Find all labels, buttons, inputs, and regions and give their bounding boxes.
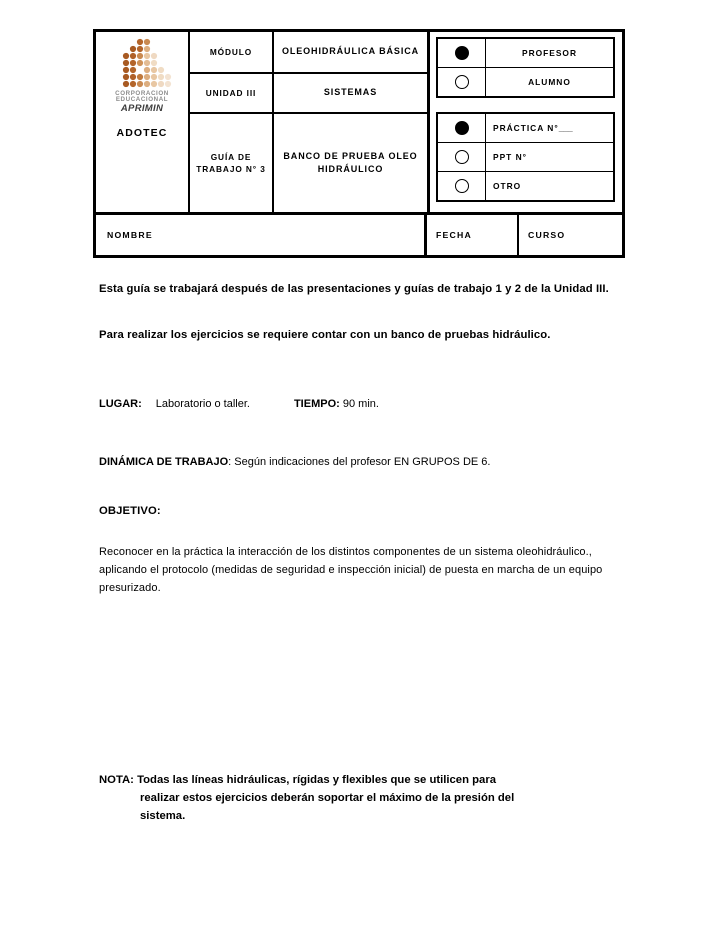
radio-empty-icon[interactable] bbox=[455, 179, 469, 193]
header-top-section bbox=[96, 32, 622, 212]
option-profesor[interactable] bbox=[438, 39, 613, 68]
objetivo-heading: OBJETIVO: bbox=[99, 505, 161, 517]
profesor-label-cell bbox=[486, 39, 613, 67]
modulo-label: MÓDULO bbox=[209, 46, 253, 57]
table-row-unidad bbox=[190, 74, 427, 114]
modulo-label-cell bbox=[190, 32, 274, 72]
guia-label-cell bbox=[190, 114, 274, 212]
nota-label: NOTA: bbox=[99, 774, 134, 786]
logo-cell bbox=[96, 32, 190, 212]
table-row-modulo bbox=[190, 32, 427, 74]
dinamica-label: DINÁMICA DE TRABAJO bbox=[99, 456, 229, 468]
practica-blank: ___ bbox=[558, 123, 573, 133]
curso-field[interactable] bbox=[519, 215, 622, 255]
radio-filled-icon[interactable] bbox=[455, 121, 469, 135]
fecha-field[interactable] bbox=[427, 215, 519, 255]
practica-label: PRÁCTICA N° bbox=[493, 123, 559, 133]
radio-filled-icon[interactable] bbox=[455, 46, 469, 60]
nombre-field[interactable] bbox=[96, 215, 427, 255]
doctype-selection-group bbox=[436, 112, 615, 202]
nota-block bbox=[99, 772, 619, 826]
unidad-label-cell bbox=[190, 74, 274, 112]
unidad-value: SISTEMAS bbox=[323, 87, 378, 98]
alumno-label: ALUMNO bbox=[528, 77, 571, 87]
tiempo-value: 90 min. bbox=[342, 398, 379, 410]
logo-line-aprimin: APRIMIN bbox=[120, 103, 164, 115]
option-ppt[interactable] bbox=[438, 143, 613, 172]
nombre-label: NOMBRE bbox=[107, 230, 153, 240]
guia-value: BANCO DE PRUEBA OLEO HIDRÁULICO bbox=[283, 150, 418, 174]
objetivo-text: Reconocer en la práctica la interacción de los distintos componentes de un sistema oleohidráulico., aplicando el protocolo (medidas de seguridad e inspección inicial) de puesta en marcha de un equipo presurizado. bbox=[99, 546, 603, 594]
profesor-label: PROFESOR bbox=[522, 48, 577, 58]
option-otro[interactable] bbox=[438, 172, 613, 200]
student-fields-row bbox=[96, 212, 622, 255]
modulo-value-cell bbox=[274, 32, 427, 72]
guia-label: GUÍA DE TRABAJO N° 3 bbox=[196, 151, 266, 174]
aprimin-logo-icon bbox=[106, 38, 178, 90]
option-alumno[interactable] bbox=[438, 68, 613, 96]
alumno-label-cell bbox=[486, 68, 613, 96]
logo-line-educacional: EDUCACIONAL bbox=[115, 96, 169, 104]
nota-line-3: sistema. bbox=[140, 809, 186, 822]
practica-label-cell bbox=[486, 114, 613, 142]
dinamica-line bbox=[99, 456, 639, 468]
modulo-value: OLEOHIDRÁULICA BÁSICA bbox=[281, 46, 420, 57]
option-practica[interactable] bbox=[438, 114, 613, 143]
fecha-label: FECHA bbox=[436, 230, 472, 240]
profesor-radio-cell[interactable] bbox=[438, 39, 486, 67]
nota-line-2: realizar estos ejercicios deberán soportar el máximo de la presión del bbox=[140, 791, 515, 804]
requirement-paragraph: Para realizar los ejercicios se requiere contar con un banco de pruebas hidráulico. bbox=[99, 329, 551, 341]
practica-radio-cell[interactable] bbox=[438, 114, 486, 142]
dinamica-value: : Según indicaciones del profesor EN GRUPOS DE 6. bbox=[228, 456, 491, 468]
curso-label: CURSO bbox=[528, 230, 566, 240]
logo-line-corporacion: CORPORACION bbox=[115, 90, 169, 97]
radio-empty-icon[interactable] bbox=[455, 150, 469, 164]
selection-panel bbox=[430, 32, 622, 212]
lugar-value: Laboratorio o taller. bbox=[155, 398, 250, 410]
unidad-label: UNIDAD III bbox=[205, 87, 257, 98]
lugar-label: LUGAR: bbox=[99, 398, 142, 410]
otro-label: OTRO bbox=[493, 181, 522, 191]
lugar-tiempo-line bbox=[99, 398, 639, 410]
table-row-guia bbox=[190, 114, 427, 212]
nota-line-1: Todas las líneas hidráulicas, rígidas y flexibles que se utilicen para bbox=[137, 774, 496, 786]
role-selection-group bbox=[436, 37, 615, 98]
tiempo-label: TIEMPO: bbox=[293, 398, 340, 410]
ppt-radio-cell[interactable] bbox=[438, 143, 486, 171]
otro-label-cell bbox=[486, 172, 613, 200]
radio-empty-icon[interactable] bbox=[455, 75, 469, 89]
unidad-value-cell bbox=[274, 74, 427, 112]
otro-radio-cell[interactable] bbox=[438, 172, 486, 200]
adotec-label: ADOTEC bbox=[116, 126, 168, 139]
ppt-label: PPT N° bbox=[493, 152, 528, 162]
guia-value-cell bbox=[274, 114, 427, 212]
alumno-radio-cell[interactable] bbox=[438, 68, 486, 96]
intro-paragraph: Esta guía se trabajará después de las presentaciones y guías de trabajo 1 y 2 de la Unidad III. bbox=[99, 283, 609, 295]
ppt-label-cell bbox=[486, 143, 613, 171]
module-info-columns bbox=[190, 32, 430, 212]
logo-wordmark bbox=[103, 91, 181, 114]
document-header-table bbox=[93, 29, 625, 258]
